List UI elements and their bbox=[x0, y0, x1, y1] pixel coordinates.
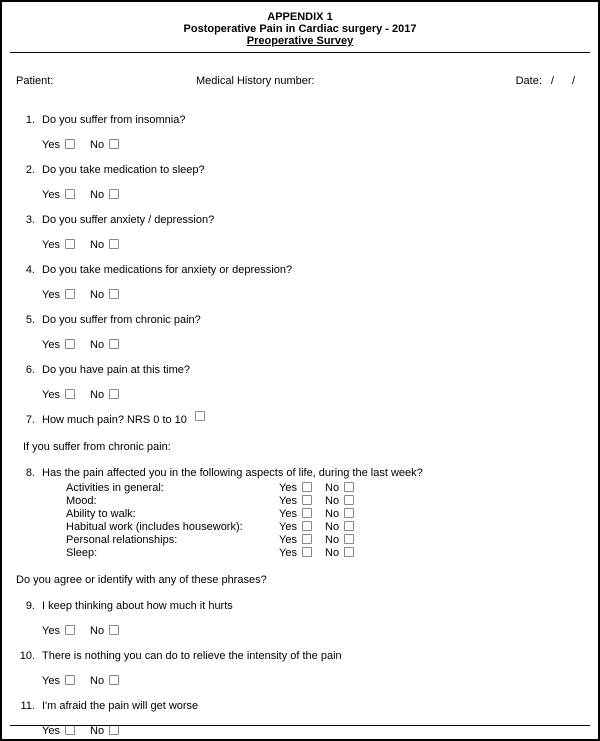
question-1 bbox=[16, 113, 584, 152]
q10-no-label: No bbox=[90, 675, 105, 688]
q8-mood-label: Mood: bbox=[66, 495, 97, 507]
question-9-number: 9. bbox=[25, 600, 35, 612]
q2-yes-label: Yes bbox=[42, 189, 60, 202]
date-slash-1: / bbox=[550, 75, 554, 87]
q8-walk-no-label: No bbox=[325, 507, 340, 520]
question-10 bbox=[16, 649, 584, 688]
q11-yes-checkbox[interactable] bbox=[65, 725, 75, 735]
page-header bbox=[2, 2, 598, 47]
q8-sleep-no-checkbox[interactable] bbox=[344, 547, 354, 557]
question-4 bbox=[16, 263, 584, 302]
question-8-text: Has the pain affected you in the following aspects of life, during the last week? bbox=[42, 467, 423, 479]
q7-nrs-checkbox[interactable] bbox=[195, 411, 205, 421]
q8-sleep-yes-label: Yes bbox=[279, 546, 297, 559]
q8-relationships-no-checkbox[interactable] bbox=[344, 534, 354, 544]
chronic-pain-section-label: If you suffer from chronic pain: bbox=[23, 441, 171, 453]
q5-yes-checkbox[interactable] bbox=[65, 339, 75, 349]
question-7 bbox=[16, 413, 584, 427]
question-3-number: 3. bbox=[25, 214, 35, 226]
q5-yes-label: Yes bbox=[42, 339, 60, 352]
q1-no-label: No bbox=[90, 139, 105, 152]
footer-divider bbox=[10, 725, 590, 726]
question-6-text: Do you have pain at this time? bbox=[42, 364, 190, 376]
q3-no-checkbox[interactable] bbox=[109, 239, 119, 249]
q2-no-checkbox[interactable] bbox=[109, 189, 119, 199]
patient-info-row bbox=[16, 75, 584, 87]
q8-walk-yes-label: Yes bbox=[279, 507, 297, 520]
question-11 bbox=[16, 699, 584, 738]
q6-yes-checkbox[interactable] bbox=[65, 389, 75, 399]
question-10-number: 10. bbox=[19, 650, 35, 662]
q4-yes-checkbox[interactable] bbox=[65, 289, 75, 299]
q4-no-label: No bbox=[90, 289, 105, 302]
question-6-number: 6. bbox=[25, 364, 35, 376]
q10-yes-checkbox[interactable] bbox=[65, 675, 75, 685]
question-9 bbox=[16, 599, 584, 638]
q3-yes-label: Yes bbox=[42, 239, 60, 252]
q8-work-yes-checkbox[interactable] bbox=[302, 521, 312, 531]
question-1-text: Do you suffer from insomnia? bbox=[42, 114, 186, 126]
question-9-text: I keep thinking about how much it hurts bbox=[42, 600, 233, 612]
question-3-text: Do you suffer anxiety / depression? bbox=[42, 214, 215, 226]
q8-work-no-checkbox[interactable] bbox=[344, 521, 354, 531]
question-5-text: Do you suffer from chronic pain? bbox=[42, 314, 201, 326]
question-5 bbox=[16, 313, 584, 352]
q6-no-label: No bbox=[90, 389, 105, 402]
q9-no-label: No bbox=[90, 625, 105, 638]
question-2-number: 2. bbox=[25, 164, 35, 176]
q11-no-label: No bbox=[90, 725, 105, 738]
question-7-number: 7. bbox=[25, 414, 35, 426]
q3-yes-checkbox[interactable] bbox=[65, 239, 75, 249]
q8-work-no-label: No bbox=[325, 520, 340, 533]
q1-yes-checkbox[interactable] bbox=[65, 139, 75, 149]
date-field bbox=[516, 75, 584, 87]
question-11-text: I'm afraid the pain will get worse bbox=[42, 700, 199, 712]
q8-walk-label: Ability to walk: bbox=[66, 508, 136, 520]
q8-mood-yes-label: Yes bbox=[279, 494, 297, 507]
q6-no-checkbox[interactable] bbox=[109, 389, 119, 399]
q8-item-relationships bbox=[66, 534, 584, 547]
question-5-number: 5. bbox=[25, 314, 35, 326]
q8-activities-no-checkbox[interactable] bbox=[344, 482, 354, 492]
q8-activities-yes-label: Yes bbox=[279, 481, 297, 494]
q10-yes-label: Yes bbox=[42, 675, 60, 688]
q8-item-sleep bbox=[66, 547, 584, 560]
q4-yes-label: Yes bbox=[42, 289, 60, 302]
question-2 bbox=[16, 163, 584, 202]
q4-no-checkbox[interactable] bbox=[109, 289, 119, 299]
q5-no-checkbox[interactable] bbox=[109, 339, 119, 349]
q2-yes-checkbox[interactable] bbox=[65, 189, 75, 199]
q8-work-yes-label: Yes bbox=[279, 520, 297, 533]
q8-activities-no-label: No bbox=[325, 481, 340, 494]
q8-mood-no-label: No bbox=[325, 494, 340, 507]
q1-yes-label: Yes bbox=[42, 139, 60, 152]
date-label: Date: bbox=[515, 75, 542, 87]
patient-label: Patient: bbox=[16, 75, 54, 87]
appendix-title: APPENDIX 1 bbox=[267, 11, 333, 23]
q8-work-label: Habitual work (includes housework): bbox=[66, 521, 243, 533]
phrases-section-label: Do you agree or identify with any of these phrases? bbox=[16, 574, 267, 586]
q8-mood-yes-checkbox[interactable] bbox=[302, 495, 312, 505]
q3-no-label: No bbox=[90, 239, 105, 252]
q8-mood-no-checkbox[interactable] bbox=[344, 495, 354, 505]
survey-content bbox=[2, 113, 598, 738]
q8-walk-no-checkbox[interactable] bbox=[344, 508, 354, 518]
medical-history-label: Medical History number: bbox=[196, 75, 315, 87]
q8-relationships-yes-checkbox[interactable] bbox=[302, 534, 312, 544]
q8-item-activities bbox=[66, 482, 584, 495]
date-slash-2: / bbox=[571, 75, 575, 87]
q8-relationships-no-label: No bbox=[325, 533, 340, 546]
q8-activities-yes-checkbox[interactable] bbox=[302, 482, 312, 492]
q8-sleep-no-label: No bbox=[325, 546, 340, 559]
q8-item-mood bbox=[66, 495, 584, 508]
q9-yes-checkbox[interactable] bbox=[65, 625, 75, 635]
question-6 bbox=[16, 363, 584, 402]
question-1-number: 1. bbox=[25, 114, 35, 126]
question-7-text: How much pain? NRS 0 to 10 bbox=[42, 414, 187, 426]
q9-no-checkbox[interactable] bbox=[109, 625, 119, 635]
q11-yes-label: Yes bbox=[42, 725, 60, 738]
q6-yes-label: Yes bbox=[42, 389, 60, 402]
q8-sleep-label: Sleep: bbox=[66, 547, 98, 559]
survey-subtitle: Preoperative Survey bbox=[246, 35, 354, 47]
q8-walk-yes-checkbox[interactable] bbox=[302, 508, 312, 518]
q8-activities-label: Activities in general: bbox=[66, 482, 164, 494]
q8-item-walk bbox=[66, 508, 584, 521]
q8-item-work bbox=[66, 521, 584, 534]
question-2-text: Do you take medication to sleep? bbox=[42, 164, 205, 176]
question-3 bbox=[16, 213, 584, 252]
q10-no-checkbox[interactable] bbox=[109, 675, 119, 685]
question-8-number: 8. bbox=[25, 467, 35, 479]
q8-sleep-yes-checkbox[interactable] bbox=[302, 547, 312, 557]
question-8 bbox=[16, 466, 584, 560]
question-4-text: Do you take medications for anxiety or depression? bbox=[42, 264, 293, 276]
survey-title: Postoperative Pain in Cardiac surgery - 2017 bbox=[183, 23, 417, 35]
question-11-number: 11. bbox=[20, 700, 35, 712]
q8-relationships-yes-label: Yes bbox=[279, 533, 297, 546]
question-8-items bbox=[66, 482, 584, 560]
q8-relationships-label: Personal relationships: bbox=[66, 534, 178, 546]
q9-yes-label: Yes bbox=[42, 625, 60, 638]
q11-no-checkbox[interactable] bbox=[109, 725, 119, 735]
question-10-text: There is nothing you can do to relieve the intensity of the pain bbox=[42, 650, 342, 662]
q1-no-checkbox[interactable] bbox=[109, 139, 119, 149]
question-4-number: 4. bbox=[25, 264, 35, 276]
q5-no-label: No bbox=[90, 339, 105, 352]
header-divider bbox=[10, 52, 590, 53]
q2-no-label: No bbox=[90, 189, 105, 202]
